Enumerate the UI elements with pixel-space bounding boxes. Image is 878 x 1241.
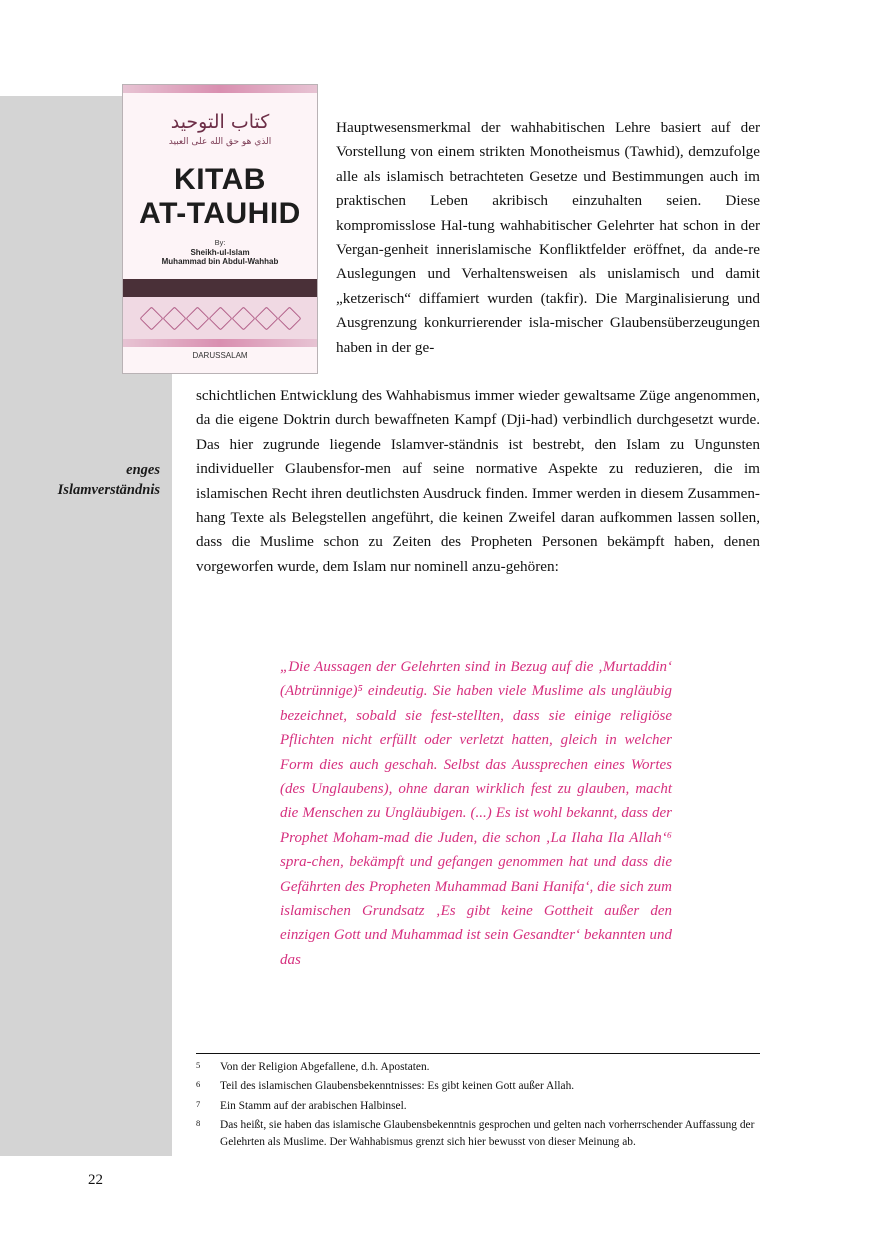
cover-ornament-pattern <box>123 297 317 339</box>
footnote-list <box>196 1059 760 1153</box>
ornament-diamond-icon <box>254 306 278 330</box>
cover-arabic-subtitle: الذي هو حق الله على العبيد <box>168 137 272 147</box>
footnote-marker: 8 <box>196 1118 201 1129</box>
ornament-diamond-icon <box>277 306 301 330</box>
cover-bottom-band <box>123 339 317 347</box>
footnote-text: Teil des islamischen Glaubensbekenntnisses: Es gibt keinen Gott außer Allah. <box>220 1080 575 1093</box>
cover-publisher: DARUSSALAM <box>192 351 248 360</box>
footnote-divider <box>196 1053 760 1054</box>
footnote-item <box>196 1059 760 1075</box>
cover-title-line-1: KITAB <box>174 163 266 196</box>
cover-title-line-2: AT-TAUHID <box>139 197 301 230</box>
ornament-diamond-icon <box>231 306 255 330</box>
body-paragraph-full: schichtlichen Entwicklung des Wahhabismus immer wieder gewaltsame Züge angenommen, da die eigene Doktrin durch bewaffneten Kampf (Dji-had) verbindlich durchgesetzt wurde. Das hier zugrunde liegende Islamver-ständnis ist bestrebt, den Islam zu Ungunsten individueller Glaubensfor-men auf seine normative Aspekte zu reduzieren, die im islamischen Recht ihren deutlichsten Ausdruck finden. Immer werden in diesem Zusammen-hang Texte als Belegstellen angeführt, die keinen Zweifel daran aufkommen lassen sollen, dass die Muslime schon zu Zeiten des Propheten Personen bekämpft haben, denen vorgeworfen wurde, dem Islam nur nominell anzu-gehören: <box>196 387 760 575</box>
cover-author-line-2: Muhammad bin Abdul-Wahhab <box>161 257 279 266</box>
ornament-diamond-icon <box>162 306 186 330</box>
ornament-diamond-icon <box>208 306 232 330</box>
ornament-diamond-icon <box>185 306 209 330</box>
cover-author <box>123 248 317 266</box>
footnote-item <box>196 1078 760 1094</box>
footnote-text: Das heißt, sie haben das islamische Glaubensbekenntnis gesprochen und gelten nach vorherrschender Auffassung der Gelehrten als Muslime. Der Wahhabismus grenzt sich hier bewusst von dieser Meinung ab. <box>220 1119 755 1148</box>
cover-arabic-title: كتاب التوحيد <box>170 111 270 133</box>
footnote-marker: 6 <box>196 1079 201 1090</box>
book-cover-image <box>122 84 318 374</box>
blockquote: „Die Aussagen der Gelehrten sind in Bezug auf die ‚Murtaddin‘ (Abtrünnige)⁵ eindeutig. Sie haben viele Muslime als ungläubig bezeichnet, sobald sie fest-stellten, dass sie einige religiöse Pflichten nicht erfüllt oder verletzt hatten, gleich in welcher Form dies auch geschah. Selbst das Aussprechen eines Wortes (des Unglaubens), ohne daran wirklich fest zu glauben, macht die Menschen zu Ungläubigen. (...) Es ist wohl bekannt, dass der Prophet Moham-mad die Juden, die schon ‚La Ilaha Ila Allah‘⁶ spra-chen, bekämpft und gefangen genommen hat und dass die Gefährten des Propheten Muhammad Bani Hanifa‘, die sich zum islamischen Grundsatz ‚Es gibt keine Gottheit außer den einzigen Gott und Muhammad ist sein Gesandter‘ bekannten und das <box>280 659 672 968</box>
margin-note-line-1: enges <box>126 462 160 478</box>
cover-author-line-1: Sheikh-ul-Islam <box>190 248 250 257</box>
cover-dark-band <box>123 279 317 297</box>
footnote-item <box>196 1117 760 1150</box>
page-number: 22 <box>88 1172 103 1188</box>
footnote-marker: 7 <box>196 1098 201 1109</box>
footnote-marker: 5 <box>196 1060 201 1070</box>
footnote-text: Von der Religion Abgefallene, d.h. Apostaten. <box>220 1061 430 1073</box>
margin-note-line-2: Islamverständnis <box>57 482 160 498</box>
cover-top-band <box>123 85 317 93</box>
margin-note <box>0 460 160 500</box>
body-paragraph-wrapped: Hauptwesensmerkmal der wahhabitischen Lehre basiert auf der Vorstellung von einem strikten Monotheismus (Tawhid), demzufolge alle als islamisch betrachteten Gesetze und Bestimmungen auch im praktischen Leben akribisch einzuhalten seien. Diese kompromisslose Hal-tung wahhabitischer Gelehrter hat schon in der Vergan-genheit innerislamische Konfliktfelder eröffnet, da ande-re Auslegungen und Verhaltensweisen als unislamisch und damit „ketzerisch“ diffamiert wurden (takfir). Die Marginalisierung und Ausgrenzung konkurrierender isla-mischer Glaubensüberzeugungen haben in der ge- <box>336 119 760 356</box>
cover-title <box>123 163 317 231</box>
ornament-diamond-icon <box>139 306 163 330</box>
cover-by-label: By: <box>214 238 226 247</box>
footnote-item <box>196 1098 760 1114</box>
footnote-text: Ein Stamm auf der arabischen Halbinsel. <box>220 1099 407 1112</box>
